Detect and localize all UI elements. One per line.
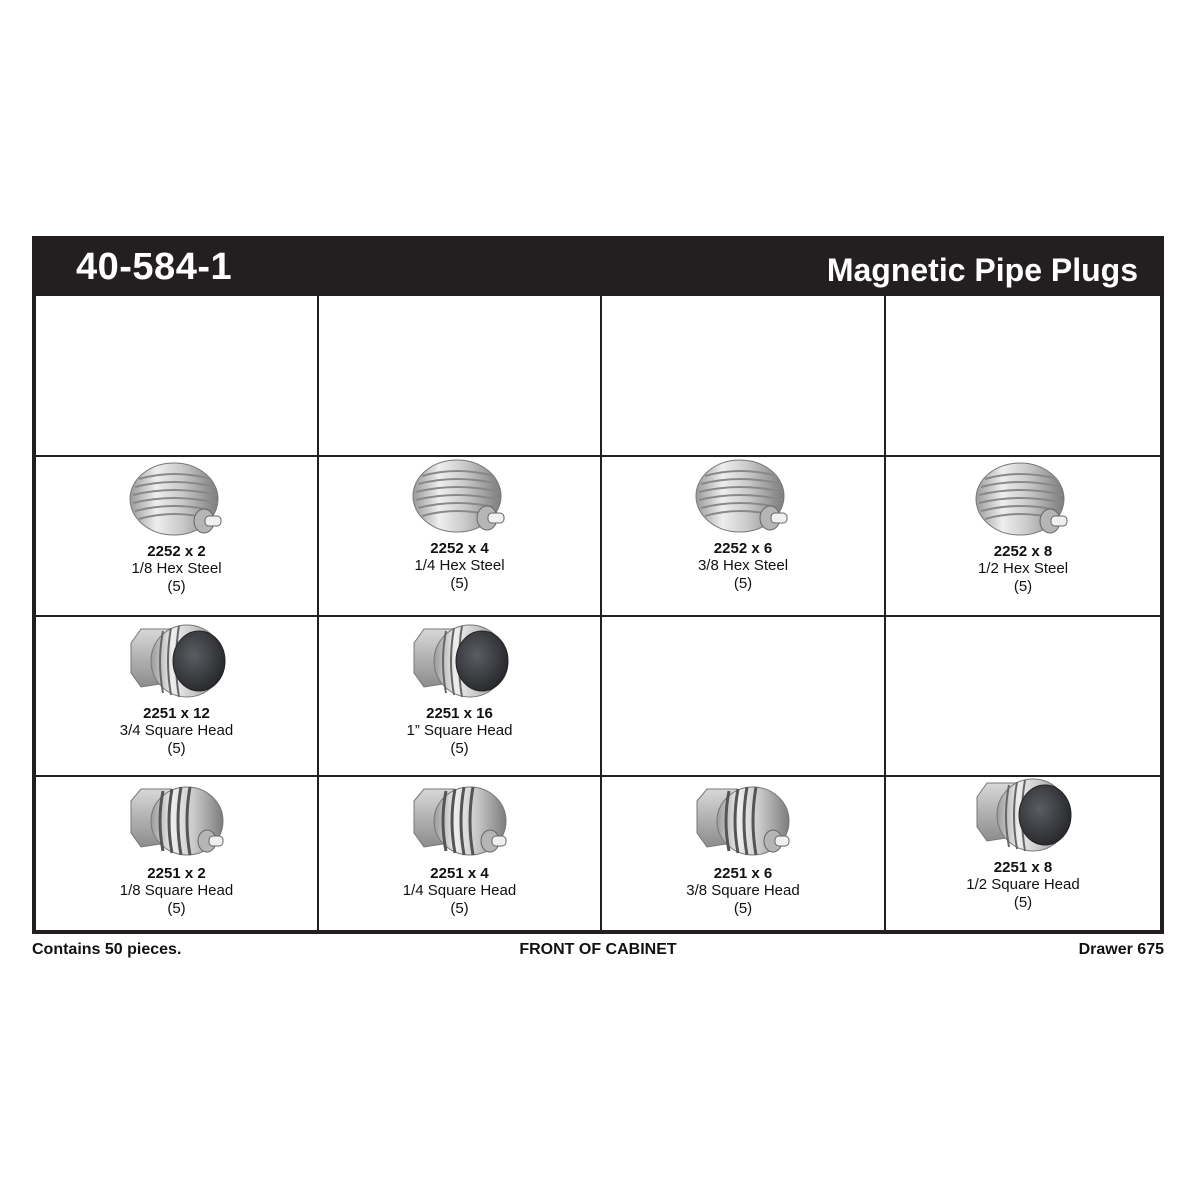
compartment xyxy=(36,617,319,777)
square-head-pin-plug-icon xyxy=(693,783,793,863)
drawer-number: Drawer 675 xyxy=(1078,941,1164,958)
label-footer xyxy=(32,941,1164,963)
square-head-plug-icon xyxy=(127,623,227,703)
item-quantity: (5) xyxy=(450,900,469,917)
compartment xyxy=(886,777,1160,930)
square-head-pin-plug-icon xyxy=(410,783,510,863)
item-code: 2252 x 2 xyxy=(147,543,206,560)
item-description: 3/4 Square Head xyxy=(119,722,234,739)
piece-count: Contains 50 pieces. xyxy=(32,941,182,958)
compartment xyxy=(36,457,319,617)
item-quantity: (5) xyxy=(733,900,753,917)
compartment xyxy=(319,617,602,777)
hex-plug-icon xyxy=(695,458,791,538)
item-code: 2251 x 2 xyxy=(147,865,206,882)
square-head-plug-icon xyxy=(973,777,1073,857)
cabinet-orientation: FRONT OF CABINET xyxy=(519,941,677,958)
item-code: 2252 x 6 xyxy=(713,540,773,557)
item-description: 1” Square Head xyxy=(406,722,513,739)
item-code: 2251 x 8 xyxy=(993,859,1053,876)
label-header xyxy=(36,240,1160,296)
item-code: 2251 x 12 xyxy=(143,705,210,722)
item-quantity: (5) xyxy=(450,575,469,592)
compartment-empty xyxy=(886,296,1160,457)
compartment-empty xyxy=(886,617,1160,777)
item-description: 1/4 Hex Steel xyxy=(414,557,505,574)
item-description: 1/2 Square Head xyxy=(966,876,1080,893)
item-description: 1/4 Square Head xyxy=(402,882,517,899)
compartment xyxy=(886,457,1160,617)
item-description: 1/8 Square Head xyxy=(119,882,234,899)
hex-plug-icon xyxy=(412,458,508,538)
item-quantity: (5) xyxy=(1013,578,1033,595)
item-description: 3/8 Square Head xyxy=(686,882,800,899)
compartment-empty xyxy=(319,296,602,457)
compartment xyxy=(36,777,319,930)
compartment-empty xyxy=(36,296,319,457)
compartment xyxy=(319,457,602,617)
drawer-label-card xyxy=(32,236,1164,934)
part-number: 40-584-1 xyxy=(76,246,233,288)
square-head-pin-plug-icon xyxy=(127,783,227,863)
item-quantity: (5) xyxy=(167,740,186,757)
compartment-empty xyxy=(602,296,886,457)
compartment xyxy=(602,777,886,930)
compartment-grid xyxy=(36,296,1160,930)
item-code: 2252 x 4 xyxy=(430,540,489,557)
compartment xyxy=(602,457,886,617)
item-code: 2252 x 8 xyxy=(993,543,1053,560)
compartment-empty xyxy=(602,617,886,777)
item-code: 2251 x 16 xyxy=(426,705,493,722)
item-quantity: (5) xyxy=(167,900,186,917)
item-description: 3/8 Hex Steel xyxy=(697,557,789,574)
item-quantity: (5) xyxy=(450,740,469,757)
hex-plug-icon xyxy=(129,461,225,541)
hex-plug-icon xyxy=(975,461,1071,541)
item-code: 2251 x 4 xyxy=(430,865,489,882)
square-head-plug-icon xyxy=(410,623,510,703)
label-title: Magnetic Pipe Plugs xyxy=(826,252,1138,288)
item-quantity: (5) xyxy=(167,578,186,595)
compartment xyxy=(319,777,602,930)
item-description: 1/2 Hex Steel xyxy=(977,560,1069,577)
item-quantity: (5) xyxy=(1013,894,1033,911)
item-code: 2251 x 6 xyxy=(713,865,773,882)
item-quantity: (5) xyxy=(733,575,753,592)
item-description: 1/8 Hex Steel xyxy=(131,560,222,577)
